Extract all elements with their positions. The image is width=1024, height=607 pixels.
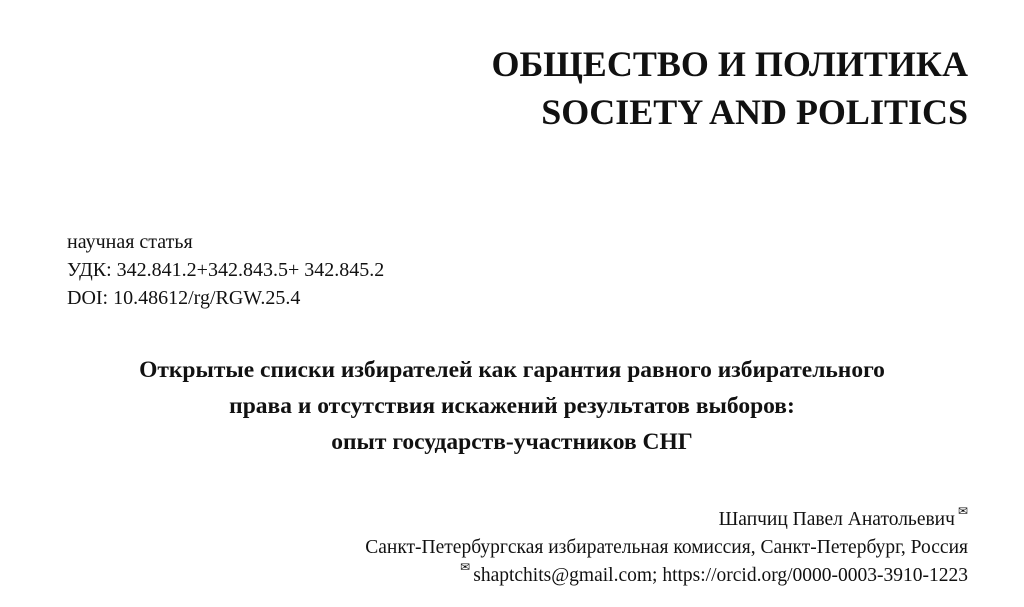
article-type: научная статья (67, 231, 193, 253)
journal-section-header (491, 40, 968, 136)
author-name: Шапчиц Павел Анатольевич (718, 509, 955, 530)
author-affiliation: Санкт-Петербургская избирательная комиссия, Санкт-Петербург, Россия (365, 537, 968, 558)
doi: DOI: 10.48612/rg/RGW.25.4 (67, 287, 301, 309)
section-title-ru: ОБЩЕСТВО И ПОЛИТИКА (491, 44, 968, 84)
author-name-line (365, 506, 968, 534)
author-contacts[interactable]: shaptchits@gmail.com; https://orcid.org/0000-0003-3910-1223 (473, 565, 968, 586)
article-title (50, 352, 974, 460)
author-contacts-line (365, 562, 968, 590)
article-title-line-3: опыт государств-участников СНГ (331, 429, 693, 455)
envelope-icon: ✉ (460, 560, 471, 574)
article-metadata (67, 228, 384, 312)
envelope-icon: ✉ (957, 504, 968, 518)
udc-code: УДК: 342.841.2+342.843.5+ 342.845.2 (67, 259, 385, 281)
article-title-line-1: Открытые списки избирателей как гарантия равного избирательного (139, 357, 885, 383)
article-title-line-2: права и отсутствия искажений результатов выборов: (229, 393, 795, 419)
author-block (365, 506, 968, 590)
section-title-en: SOCIETY AND POLITICS (541, 92, 968, 132)
